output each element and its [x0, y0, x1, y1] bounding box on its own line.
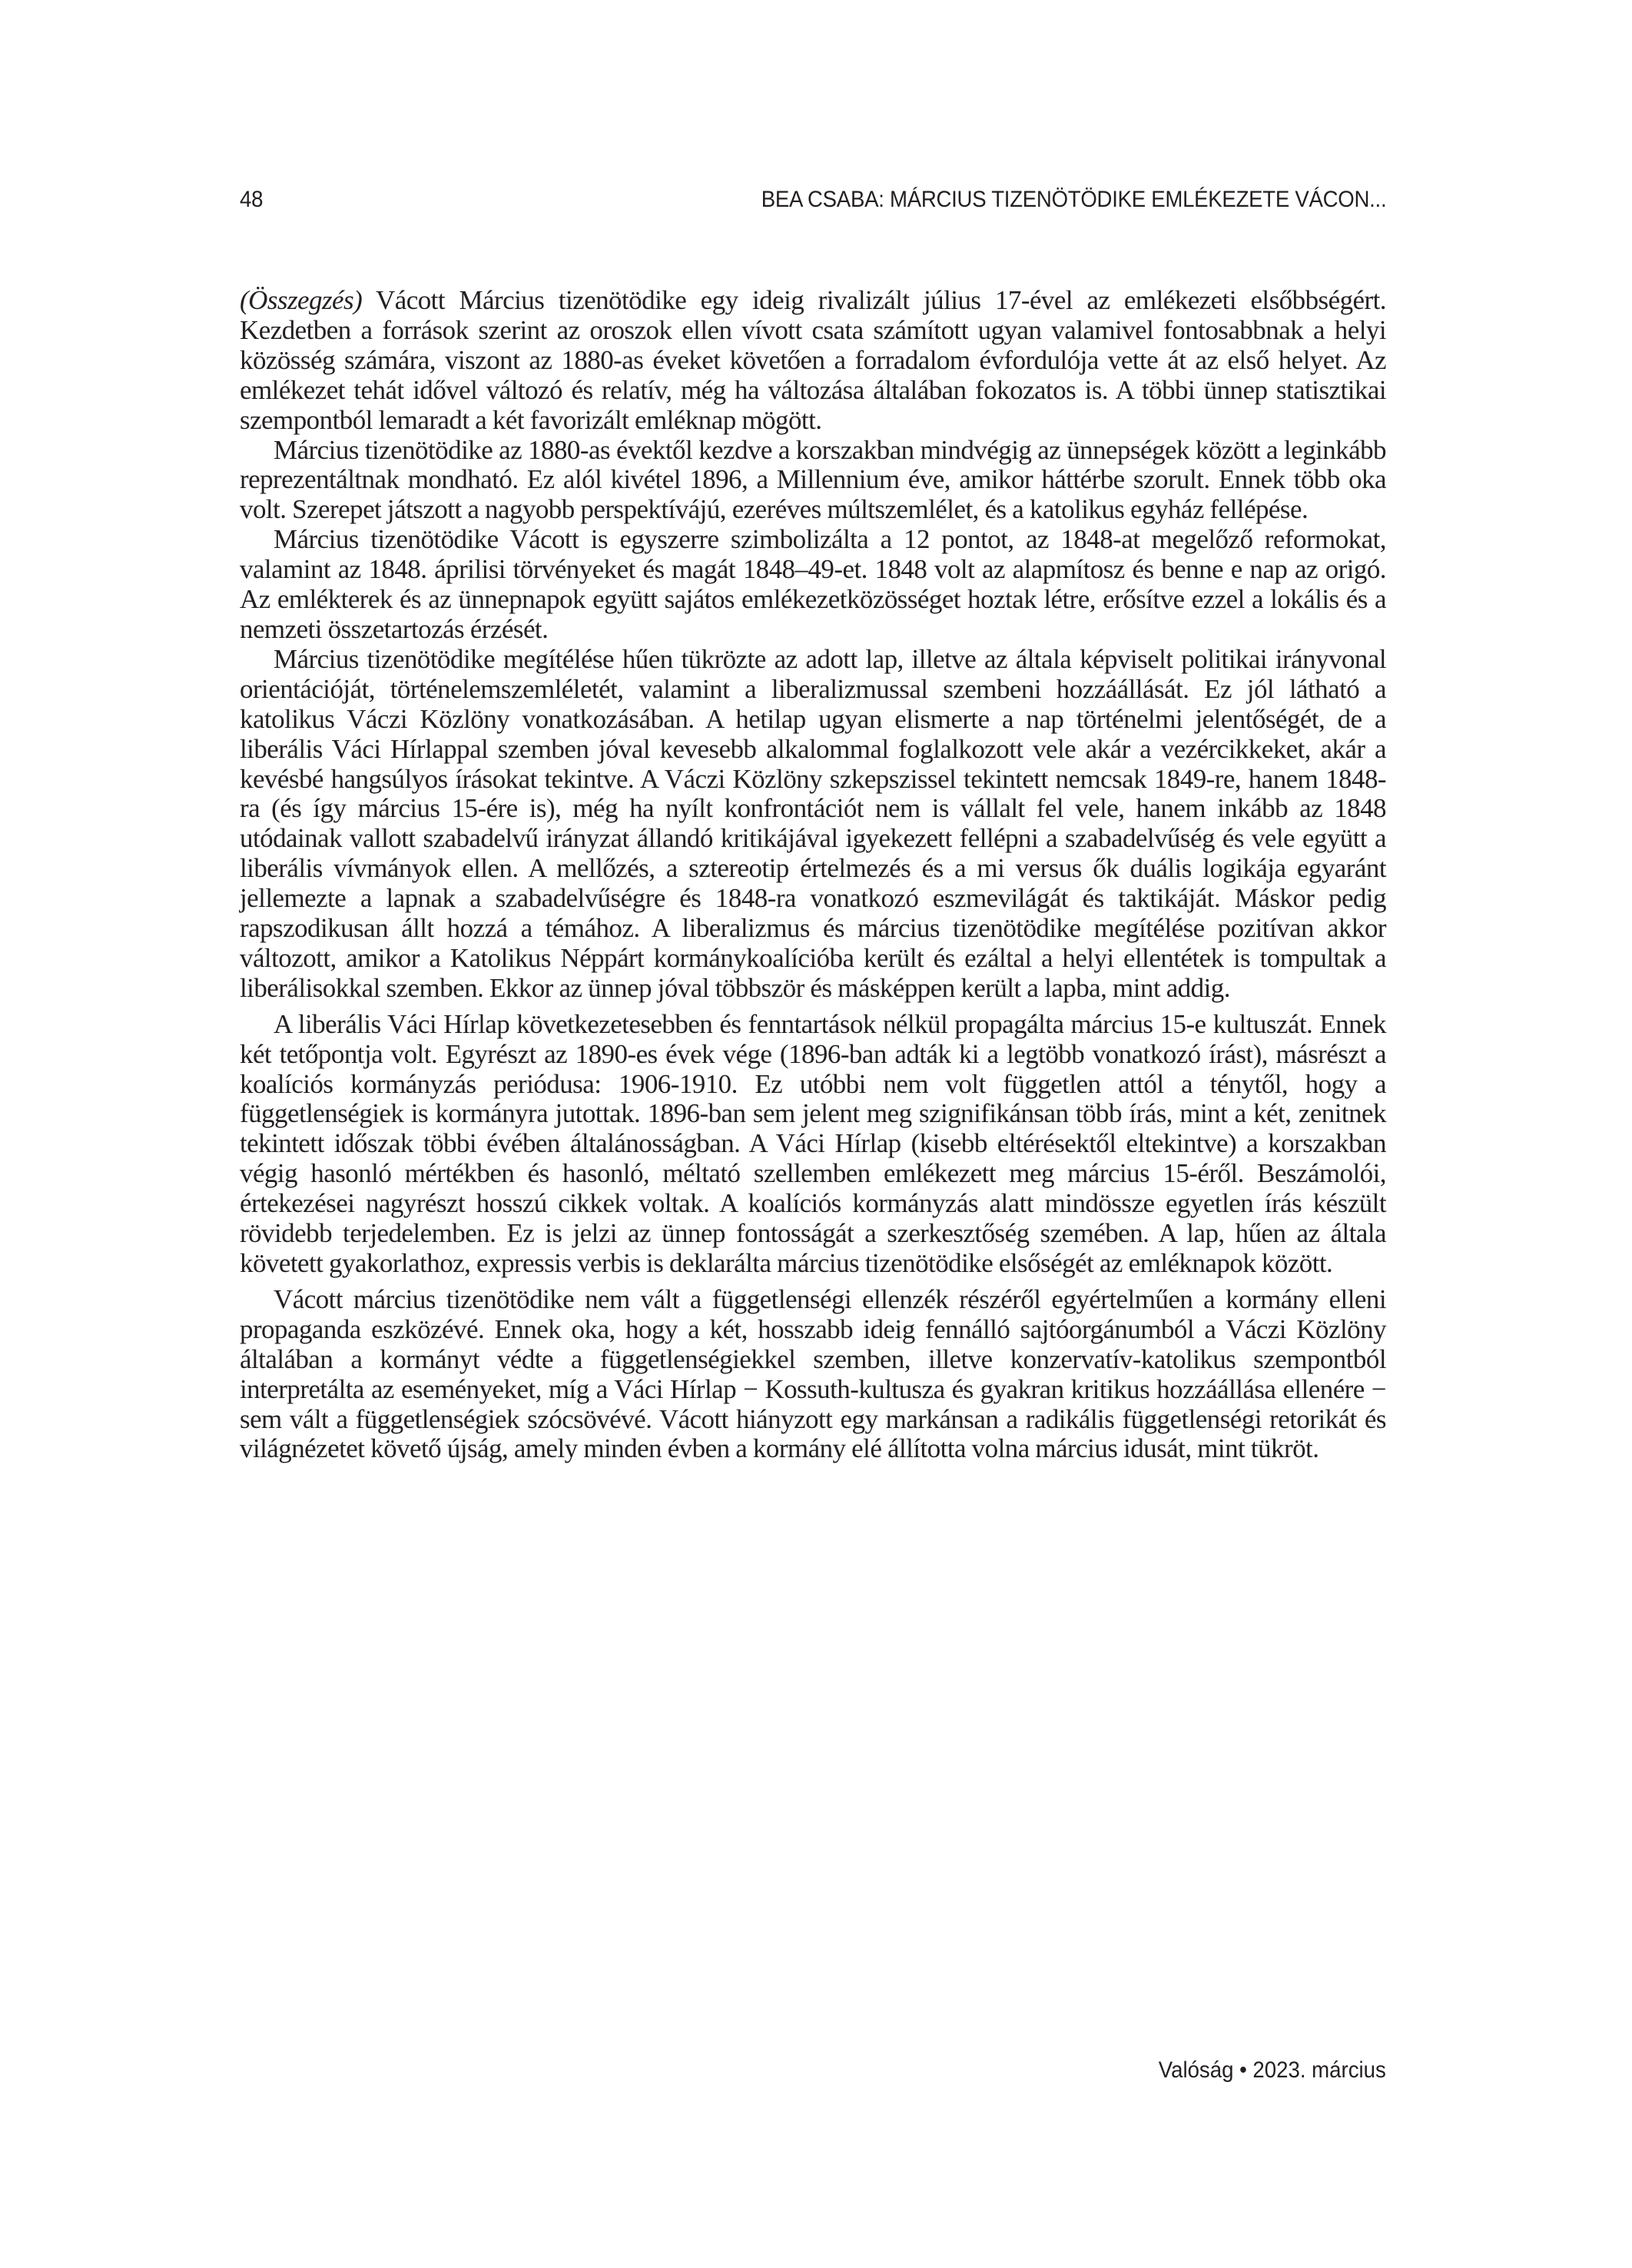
running-title: BEA CSABA: MÁRCIUS TIZENÖTÖDIKE EMLÉKEZETE VÁCON... [761, 187, 1386, 212]
body-paragraph: Március tizenötödike megítélése hűen tükrözte az adott lap, illetve az általa képviselt politikai irányvonal orientációját, történelemszemléletét, valamint a liberalizmussal szembeni hozzáállását. Ez jól látható a katolikus Váczi Közlöny vonatkozásában. A hetilap ugyan elismerte a nap történelmi jelentőségét, de a liberális Váci Hírlappal szemben jóval kevesebb alkalommal foglalkozott vele akár a vezércikkeket, akár a kevésbé hangsúlyos írásokat tekintve. A Váczi Közlöny szkepszissel tekintett nemcsak 1849-re, hanem 1848-ra (és így március 15-ére is), még ha nyílt konfrontációt nem is vállalt fel vele, hanem inkább az 1848 utódainak vallott szabadelvű irányzat állandó kritikájával igyekezett fellépni a szabadelvűség és vele együtt a liberális vívmányok ellen. A mellőzés, a sztereotip értelmezés és a mi versus ők duális logikája egyaránt jellemezte a lapnak a szabadelvűségre és 1848-ra vonatkozó eszmevilágát és taktikáját. Máskor pedig rapszodikusan állt hozzá a témához. A liberalizmus és március tizenötödike megítélése pozitívan akkor változott, amikor a Katolikus Néppárt kormánykoalícióba került és ezáltal a helyi ellentétek is tompultak a liberálisokkal szemben. Ekkor az ünnep jóval többször és másképpen került a lapba, mint addig. [240, 643, 1386, 1003]
running-foot: Valóság • 2023. március [1158, 2057, 1386, 2083]
body-paragraph: Vácott március tizenötödike nem vált a függetlenségi ellenzék részéről egyértelműen a kormány elleni propaganda eszközévé. Ennek oka, hogy a két, hosszabb ideig fennálló sajtóorgánumból a Váczi Közlöny általában a kormányt védte a függetlenségiekkel szemben, illetve konzervatív-katolikus szempontból interpretálta az eseményeket, míg a Váci Hírlap − Kossuth-kultusza és gyakran kritikus hozzáállása ellenére − sem vált a függetlenségiek szócsövévé. Vácott hiányzott egy markánsan a radikális függetlenségi retorikát és világnézetet követő újság, amely minden évben a kormány elé állította volna március idusát, mint tükröt. [240, 1283, 1386, 1464]
summary-label: (Összegzés) [240, 285, 363, 315]
article-body [240, 286, 1386, 1464]
summary-text: Vácott Március tizenötödike egy ideig rivalizált július 17-ével az emlékezeti elsőbbségért. Kezdetben a források szerint az oroszok ellen vívott csata számított ugyan valamivel fontosabbnak a helyi közösség számára, viszont az 1880-as éveket követően a forradalom évfordulója vette át az első helyet. Az emlékezet tehát idővel változó és relatív, még ha változása általában fokozatos is. A többi ünnep statisztikai szempontból lemaradt a két favorizált emléknap mögött. [240, 285, 1386, 435]
body-paragraph: Március tizenötödike az 1880-as évektől kezdve a korszakban mindvégig az ünnepségek között a leginkább reprezentáltnak mondható. Ez alól kivétel 1896, a Millennium éve, amikor háttérbe szorult. Ennek több oka volt. Szerepet játszott a nagyobb perspektívájú, ezeréves múltszemlélet, és a katolikus egyház fellépése. [240, 434, 1386, 525]
running-head [240, 187, 1386, 221]
body-paragraph: Március tizenötödike Vácott is egyszerre szimbolizálta a 12 pontot, az 1848-at megelőző reformokat, valamint az 1848. áprilisi törvényeket és magát 1848–49-et. 1848 volt az alapmítosz és benne e nap az origó. Az emlékterek és az ünnepnapok együtt sajátos emlékezetközösséget hoztak létre, erősítve ezzel a lokális és a nemzeti összetartozás érzését. [240, 524, 1386, 644]
summary-paragraph [240, 286, 1386, 436]
body-paragraph: A liberális Váci Hírlap következetesebben és fenntartások nélkül propagálta március 15-e kultuszát. Ennek két tetőpontja volt. Egyrészt az 1890-es évek vége (1896-ban adták ki a legtöbb vonatkozó írást), másrészt a koalíciós kormányzás periódusa: 1906-1910. Ez utóbbi nem volt független attól a ténytől, hogy a függetlenségiek is kormányra jutottak. 1896-ban sem jelent meg szignifikánsan több írás, mint a két, zenitnek tekintett időszak többi évében általánosságban. A Váci Hírlap (kisebb eltérésektől eltekintve) a korszakban végig hasonló mértékben és hasonló, méltató szellemben emlékezett meg március 15-éről. Beszámolói, értekezései nagyrészt hosszú cikkek voltak. A koalíciós kormányzás alatt mindössze egyetlen írás készült rövidebb terjedelemben. Ez is jelzi az ünnep fontosságát a szerkesztőség szemében. A lap, hűen az általa követett gyakorlathoz, expressis verbis is deklarálta március tizenötödike elsőségét az emléknapok között. [240, 1008, 1386, 1278]
page-number: 48 [240, 187, 264, 212]
